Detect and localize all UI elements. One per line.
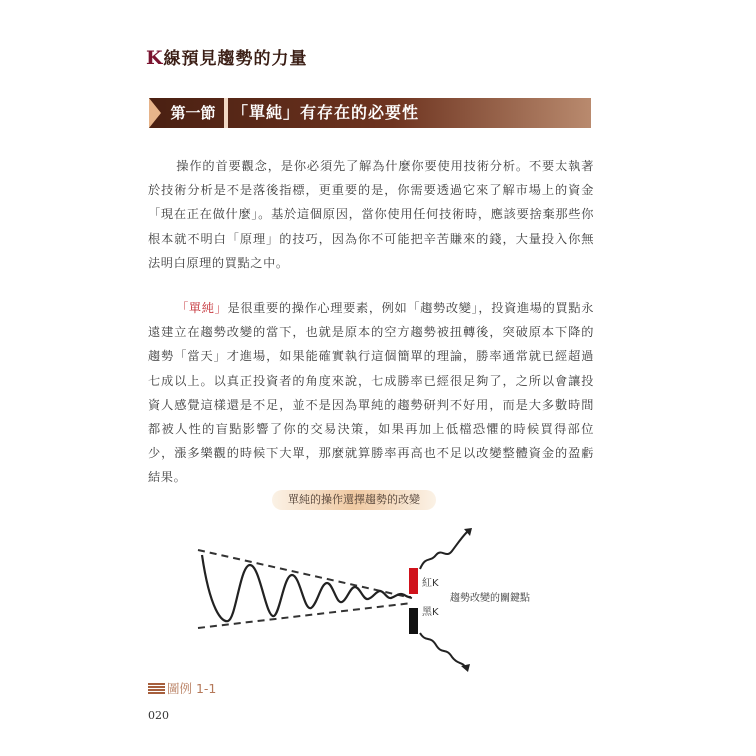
figure-label — [148, 679, 216, 697]
red-k-candle — [409, 568, 418, 594]
red-k-label: 紅K — [422, 578, 439, 589]
book-title — [146, 44, 308, 69]
black-k-label: 黑K — [422, 607, 439, 618]
figure-label-icon — [148, 683, 165, 694]
key-point-label: 趨勢改變的關鍵點 — [450, 593, 530, 604]
section-arrow-icon — [149, 98, 161, 128]
breakdown-down-line — [420, 633, 466, 668]
trend-diagram — [180, 515, 560, 675]
paragraph-1 — [148, 154, 594, 275]
black-k-candle — [409, 608, 418, 634]
highlight-term: 「單純」 — [176, 301, 228, 315]
book-title-k: K — [146, 47, 164, 69]
figure-caption: 單純的操作還擇趨勢的改變 — [272, 490, 436, 510]
price-wave — [202, 555, 411, 621]
section-divider — [224, 98, 228, 128]
paragraph-1-text: 操作的首要觀念，是你必須先了解為什麼你要使用技術分析。不要太執著於技術分析是不是落後指標，更重要的是，你需要透過它來了解市場上的資金「現在正在做什麼」。基於這個原因，當你使用任何技術時，應該要捨棄那些你根本就不明白「原理」的技巧，因為你不可能把辛苦賺來的錢，大量投入你無法明白原理的買點之中。 — [148, 159, 594, 270]
book-title-text: 線預見趨勢的力量 — [163, 49, 308, 69]
figure-label-text: 圖例 1-1 — [167, 681, 217, 696]
paragraph-2 — [148, 296, 594, 490]
lower-trendline — [198, 603, 412, 628]
section-title: 「單純」有存在的必要性 — [232, 103, 420, 122]
paragraph-2-text: 是很重要的操作心理要素，例如「趨勢改變」，投資進場的買點永遠建立在趨勢改變的當下，也就是原本的空方趨勢被扭轉後，突破原本下降的趨勢「當天」才進場，如果能確實執行這個簡單的理論，勝率通常就已經超過七成以上。以真正投資者的角度來說，七成勝率已經很足夠了，之所以會讓投資人感覺這樣還是不足，並不是因為單純的趨勢研判不好用，而是大多數時間都被人性的盲點影響了你的交易決策，如果再加上低檔恐懼的時候買得部位少，漲多樂觀的時候下大單，那麼就算勝率再高也不足以改變整體資金的盈虧結果。 — [148, 301, 594, 485]
section-number: 第一節 — [170, 104, 216, 122]
page-number: 020 — [148, 709, 169, 722]
breakout-up-line — [420, 532, 467, 569]
